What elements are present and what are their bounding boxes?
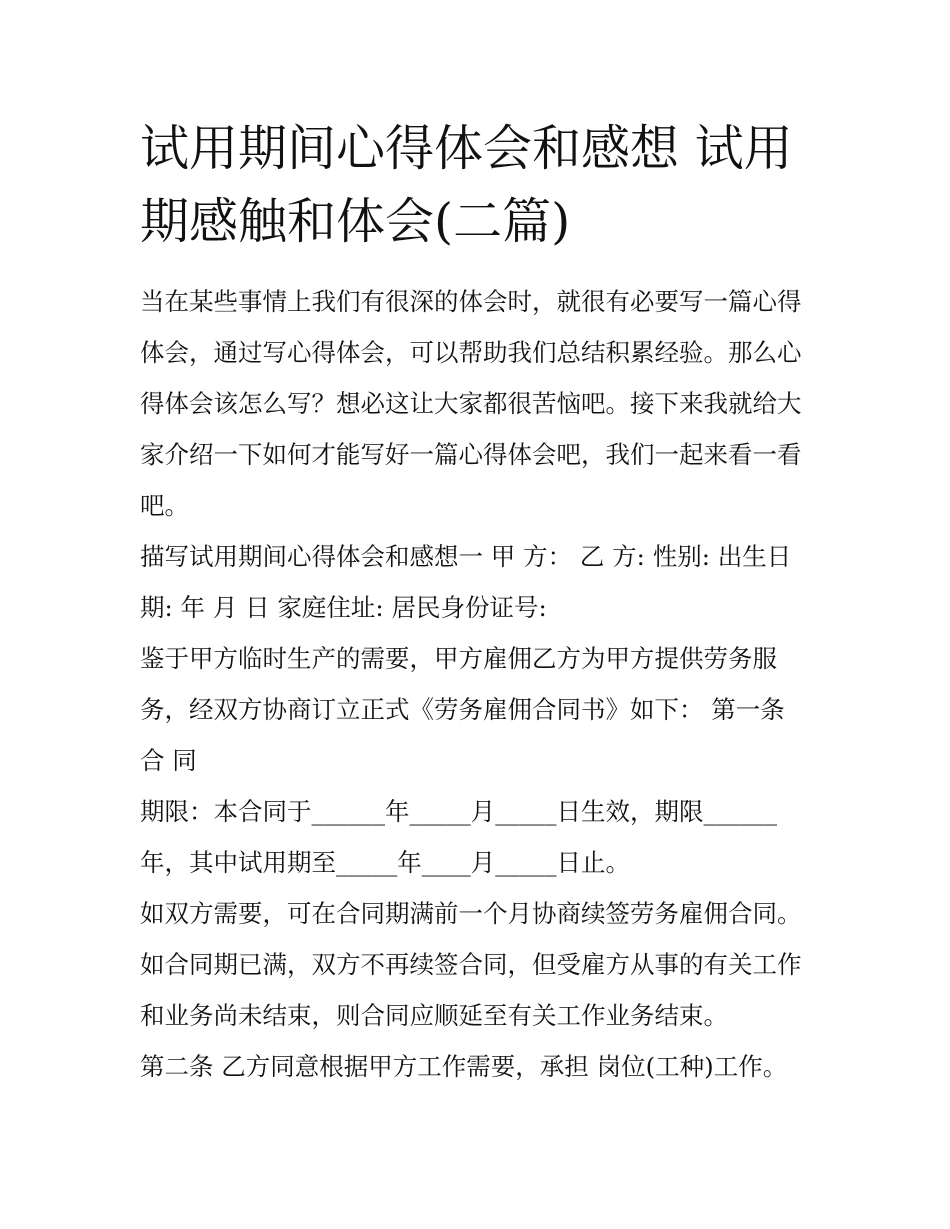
- body-line-4: 家介绍一下如何才能写好一篇心得体会吧，我们一起来看一看: [140, 440, 802, 469]
- body-line-1: 当在某些事情上我们有很深的体会时，就很有必要写一篇心得: [140, 287, 802, 316]
- body-line-15: 和业务尚未结束，则合同应顺延至有关工作业务结束。: [140, 1001, 728, 1030]
- body-line-8: 鉴于甲方临时生产的需要，甲方雇佣乙方为甲方提供劳务服: [140, 644, 777, 673]
- body-line-6: 描写试用期间心得体会和感想一 甲 方： 乙 方: 性别: 出生日: [140, 542, 792, 571]
- body-line-2: 体会，通过写心得体会，可以帮助我们总结积累经验。那么心: [140, 338, 802, 367]
- document-body: [140, 276, 820, 1092]
- document-title: [140, 112, 820, 258]
- title-line-1: 试用期间心得体会和感想 试用: [140, 120, 793, 177]
- body-line-13: 如双方需要，可在合同期满前一个月协商续签劳务雇佣合同。: [140, 899, 802, 928]
- body-line-14: 如合同期已满，双方不再续签合同，但受雇方从事的有关工作: [140, 950, 802, 979]
- body-line-11: 期限：本合同于______年_____月_____日生效，期限______: [140, 797, 777, 826]
- body-line-3: 得体会该怎么写？想必这让大家都很苦恼吧。接下来我就给大: [140, 389, 802, 418]
- body-line-10: 合 同: [140, 746, 197, 775]
- title-line-2: 期感触和体会(二篇): [140, 193, 571, 250]
- body-line-16: 第二条 乙方同意根据甲方工作需要，承担 岗位(工种)工作。: [140, 1052, 788, 1081]
- body-line-7: 期: 年 月 日 家庭住址: 居民身份证号:: [140, 593, 547, 622]
- body-line-9: 务，经双方协商订立正式《劳务雇佣合同书》如下： 第一条: [140, 695, 785, 724]
- body-line-12: 年，其中试用期至_____年____月_____日止。: [140, 848, 630, 877]
- body-line-5: 吧。: [140, 491, 189, 520]
